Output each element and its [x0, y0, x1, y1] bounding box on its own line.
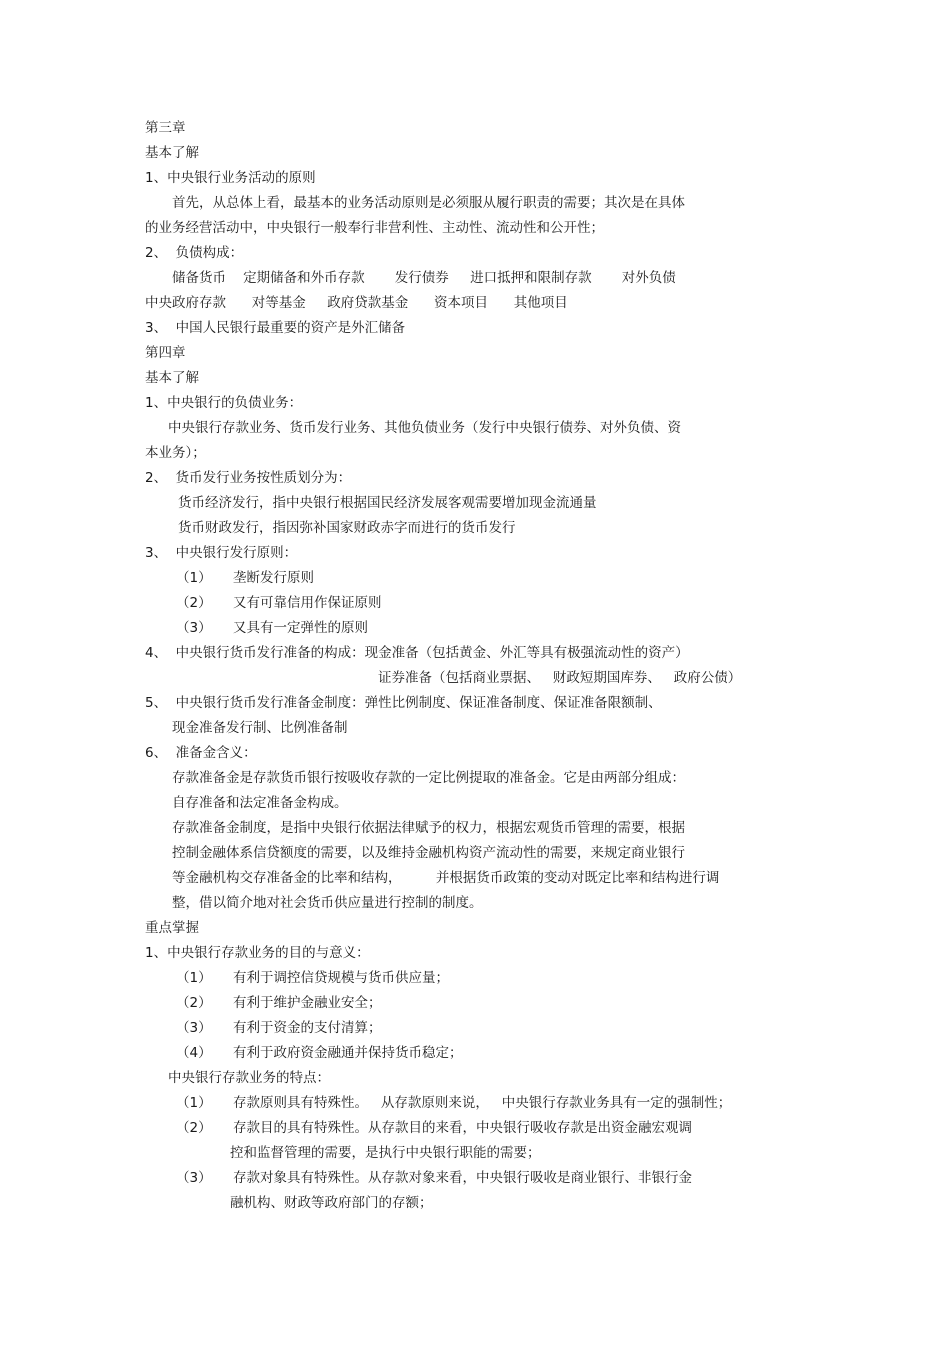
text-line: 中央银行存款业务、货币发行业务、其他负债业务（发行中央银行债券、对外负债、资 [168, 420, 681, 436]
list-item: （3） 有利于资金的支付清算； [176, 1020, 382, 1036]
text-line: 储备货币 定期储备和外币存款 发行债券 进口抵押和限制存款 对外负债 [172, 270, 676, 286]
text-line: 融机构、财政等政府部门的存额； [230, 1195, 433, 1211]
text-line: 2、 货币发行业务按性质划分为： [145, 470, 352, 486]
list-item: （1） 存款原则具有特殊性。 从存款原则来说， 中央银行存款业务具有一定的强制性； [176, 1095, 732, 1111]
text-line: 整，借以简介地对社会货币供应量进行控制的制度。 [172, 895, 483, 911]
section-heading: 基本了解 [145, 145, 199, 161]
list-item: （1） 有利于调控信贷规模与货币供应量； [176, 970, 450, 986]
list-item: （2） 存款目的具有特殊性。从存款目的来看，中央银行吸收存款是出资金融宏观调 [176, 1120, 693, 1136]
text-line: 3、 中国人民银行最重要的资产是外汇储备 [145, 320, 406, 336]
text-line: 1、中央银行业务活动的原则 [145, 170, 316, 186]
text-line: 2、 负债构成： [145, 245, 244, 261]
text-line: 5、 中央银行货币发行准备金制度：弹性比例制度、保证准备制度、保证准备限额制、 [145, 695, 662, 711]
text-line: 控和监督管理的需要，是执行中央银行职能的需要； [230, 1145, 541, 1161]
text-line: 控制金融体系信贷额度的需要，以及维持金融机构资产流动性的需要，来规定商业银行 [172, 845, 685, 861]
section-heading: 重点掌握 [145, 920, 199, 936]
text-line: 货币经济发行，指中央银行根据国民经济发展客观需要增加现金流通量 [178, 495, 597, 511]
chapter-3-heading: 第三章 [145, 120, 186, 136]
list-item: （3） 又具有一定弹性的原则 [176, 620, 369, 636]
list-item: （1） 垄断发行原则 [176, 570, 315, 586]
text-line: 3、 中央银行发行原则： [145, 545, 298, 561]
text-line: 存款准备金是存款货币银行按吸收存款的一定比例提取的准备金。它是由两部分组成： [172, 770, 685, 786]
list-item: （4） 有利于政府资金融通并保持货币稳定； [176, 1045, 463, 1061]
section-heading: 基本了解 [145, 370, 199, 386]
text-line: 证券准备（包括商业票据、 财政短期国库券、 政府公债） [378, 670, 742, 686]
text-line: 存款准备金制度，是指中央银行依据法律赋予的权力，根据宏观货币管理的需要，根据 [172, 820, 685, 836]
text-line: 的业务经营活动中，中央银行一般奉行非营利性、主动性、流动性和公开性； [145, 220, 604, 236]
text-line: 6、 准备金含义： [145, 745, 257, 761]
text-line: 中央银行存款业务的特点： [168, 1070, 330, 1086]
text-line: 1、中央银行的负债业务： [145, 395, 303, 411]
text-line: 现金准备发行制、比例准备制 [172, 720, 348, 736]
text-line: 等金融机构交存准备金的比率和结构， 并根据货币政策的变动对既定比率和结构进行调 [172, 870, 720, 886]
text-line: 4、 中央银行货币发行准备的构成：现金准备（包括黄金、外汇等具有极强流动性的资产） [145, 645, 689, 661]
list-item: （2） 又有可靠信用作保证原则 [176, 595, 382, 611]
list-item: （3） 存款对象具有特殊性。从存款对象来看，中央银行吸收是商业银行、非银行金 [176, 1170, 693, 1186]
text-line: 1、中央银行存款业务的目的与意义： [145, 945, 370, 961]
text-line: 首先，从总体上看，最基本的业务活动原则是必须服从履行职责的需要；其次是在具体 [172, 195, 685, 211]
text-line: 货币财政发行，指因弥补国家财政赤字而进行的货币发行 [178, 520, 516, 536]
text-line: 本业务）； [145, 445, 206, 461]
list-item: （2） 有利于维护金融业安全； [176, 995, 382, 1011]
text-line: 自存准备和法定准备金构成。 [172, 795, 348, 811]
text-line: 中央政府存款 对等基金 政府贷款基金 资本项目 其他项目 [145, 295, 568, 311]
chapter-4-heading: 第四章 [145, 345, 186, 361]
